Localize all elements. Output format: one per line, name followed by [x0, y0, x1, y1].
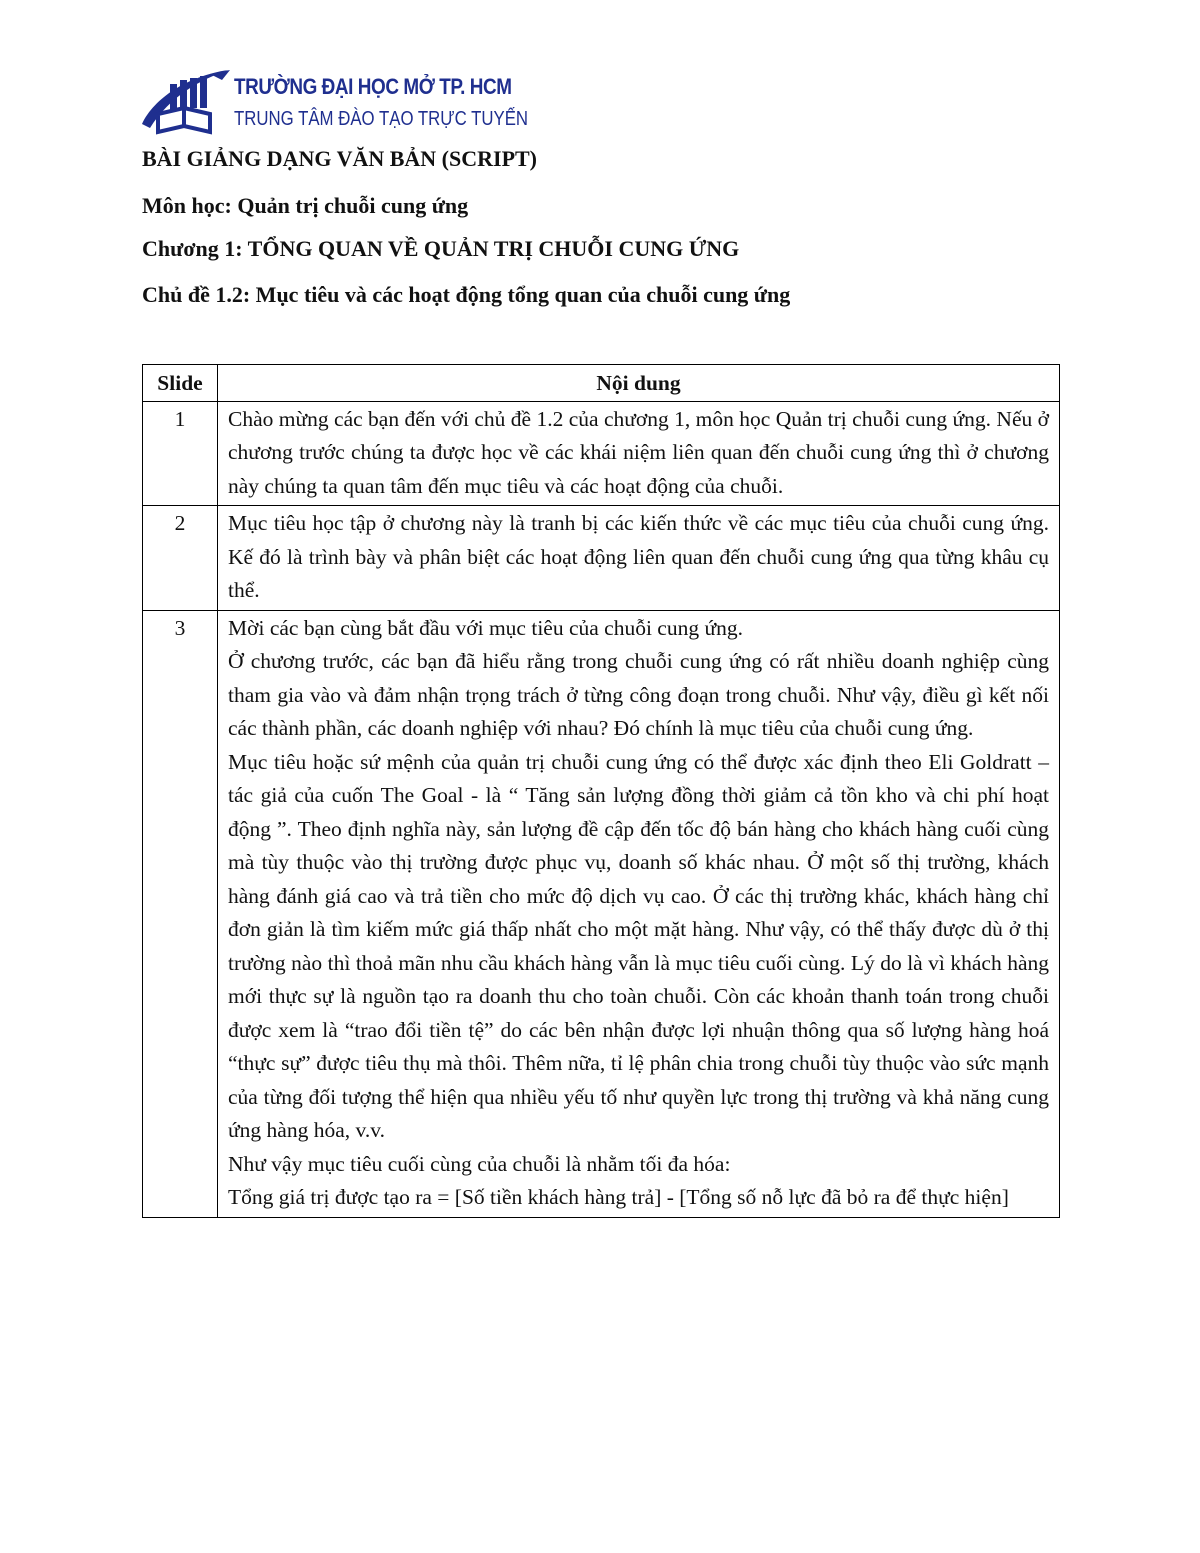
university-logo	[140, 68, 529, 138]
logo-center-name: TRUNG TÂM ĐÀO TẠO TRỰC TUYẾN	[234, 108, 529, 130]
table-row	[143, 401, 1060, 506]
slide-number: 2	[143, 506, 218, 611]
script-table	[142, 364, 1060, 1218]
table-row	[143, 610, 1060, 1217]
subject-line: Môn học: Quản trị chuỗi cung ứng	[142, 193, 469, 218]
content-paragraph: Mục tiêu hoặc sứ mệnh của quản trị chuỗi cung ứng có thể được xác định theo Eli Goldratt – tác giả của cuốn The Goal - là “ Tăng sản lượng đồng thời giảm cả tồn kho và chi phí hoạt động ”. Theo định nghĩa này, sản lượng đề cập đến tốc độ bán hàng cho khách hàng cuối cùng mà tùy thuộc vào thị trường được phục vụ, doanh số khác nhau. Ở một số thị trường, khách hàng đánh giá cao và trả tiền cho mức độ dịch vụ cao. Ở các thị trường khác, khách hàng chỉ đơn giản là tìm kiếm mức giá thấp nhất cho một mặt hàng. Như vậy, có thể thấy được dù ở thị trường nào thì thoả mãn nhu cầu khách hàng vẫn là mục tiêu cuối cùng. Lý do là vì khách hàng mới thực sự là nguồn tạo ra doanh thu cho toàn chuỗi. Còn các khoản thanh toán trong chuỗi được xem là “trao đổi tiền tệ” do các bên nhận được lợi nhuận thông qua số lượng hàng hoá “thực sự” được tiêu thụ mà thôi. Thêm nữa, tỉ lệ phân chia trong chuỗi tùy thuộc vào sức mạnh của từng đối tượng thể hiện qua nhiều yếu tố như quyền lực trong thị trường và khả năng cung ứng hàng hóa, v.v.	[228, 749, 1049, 1142]
content-paragraph: Chào mừng các bạn đến với chủ đề 1.2 của chương 1, môn học Quản trị chuỗi cung ứng. Nếu ở chương trước chúng ta được học về các khái niệm liên quan đến chuỗi cung ứng thì ở chương này chúng ta quan tâm đến mục tiêu và các hoạt động của chuỗi.	[228, 406, 1049, 498]
content-paragraph: Mục tiêu học tập ở chương này là tranh bị các kiến thức về các mục tiêu của chuỗi cung ứng. Kế đó là trình bày và phân biệt các hoạt động liên quan đến chuỗi cung ứng qua từng khâu cụ thể.	[228, 511, 1049, 602]
chapter-line: Chương 1: TỔNG QUAN VỀ QUẢN TRỊ CHUỖI CUNG ỨNG	[142, 236, 740, 261]
table-row	[143, 506, 1060, 611]
logo-university-name: TRƯỜNG ĐẠI HỌC MỞ TP. HCM	[234, 74, 512, 99]
content-paragraph: Tổng giá trị được tạo ra = [Số tiền khách hàng trả] - [Tổng số nỗ lực đã bỏ ra để thực hiện]	[228, 1185, 1009, 1209]
column-header-slide: Slide	[143, 365, 218, 402]
topic-line: Chủ đề 1.2: Mục tiêu và các hoạt động tổng quan của chuỗi cung ứng	[142, 282, 791, 307]
table-header-row	[143, 365, 1060, 402]
document-title: BÀI GIẢNG DẠNG VĂN BẢN (SCRIPT)	[142, 146, 538, 171]
content-paragraph: Như vậy mục tiêu cuối cùng của chuỗi là nhằm tối đa hóa:	[228, 1151, 731, 1176]
slide-content	[218, 610, 1060, 1217]
slide-number: 1	[143, 401, 218, 506]
column-header-content: Nội dung	[218, 365, 1060, 402]
content-paragraph: Ở chương trước, các bạn đã hiểu rằng trong chuỗi cung ứng có rất nhiều doanh nghiệp cùng tham gia vào và đảm nhận trọng trách ở từng công đoạn trong chuỗi. Như vậy, điều gì kết nối các thành phần, các doanh nghiệp với nhau? Đó chính là mục tiêu của chuỗi cung ứng.	[228, 649, 1049, 740]
slide-content	[218, 506, 1060, 611]
university-emblem-icon	[140, 68, 232, 138]
slide-content	[218, 401, 1060, 506]
content-paragraph: Mời các bạn cùng bắt đầu với mục tiêu của chuỗi cung ứng.	[228, 615, 744, 640]
slide-number: 3	[143, 610, 218, 1217]
